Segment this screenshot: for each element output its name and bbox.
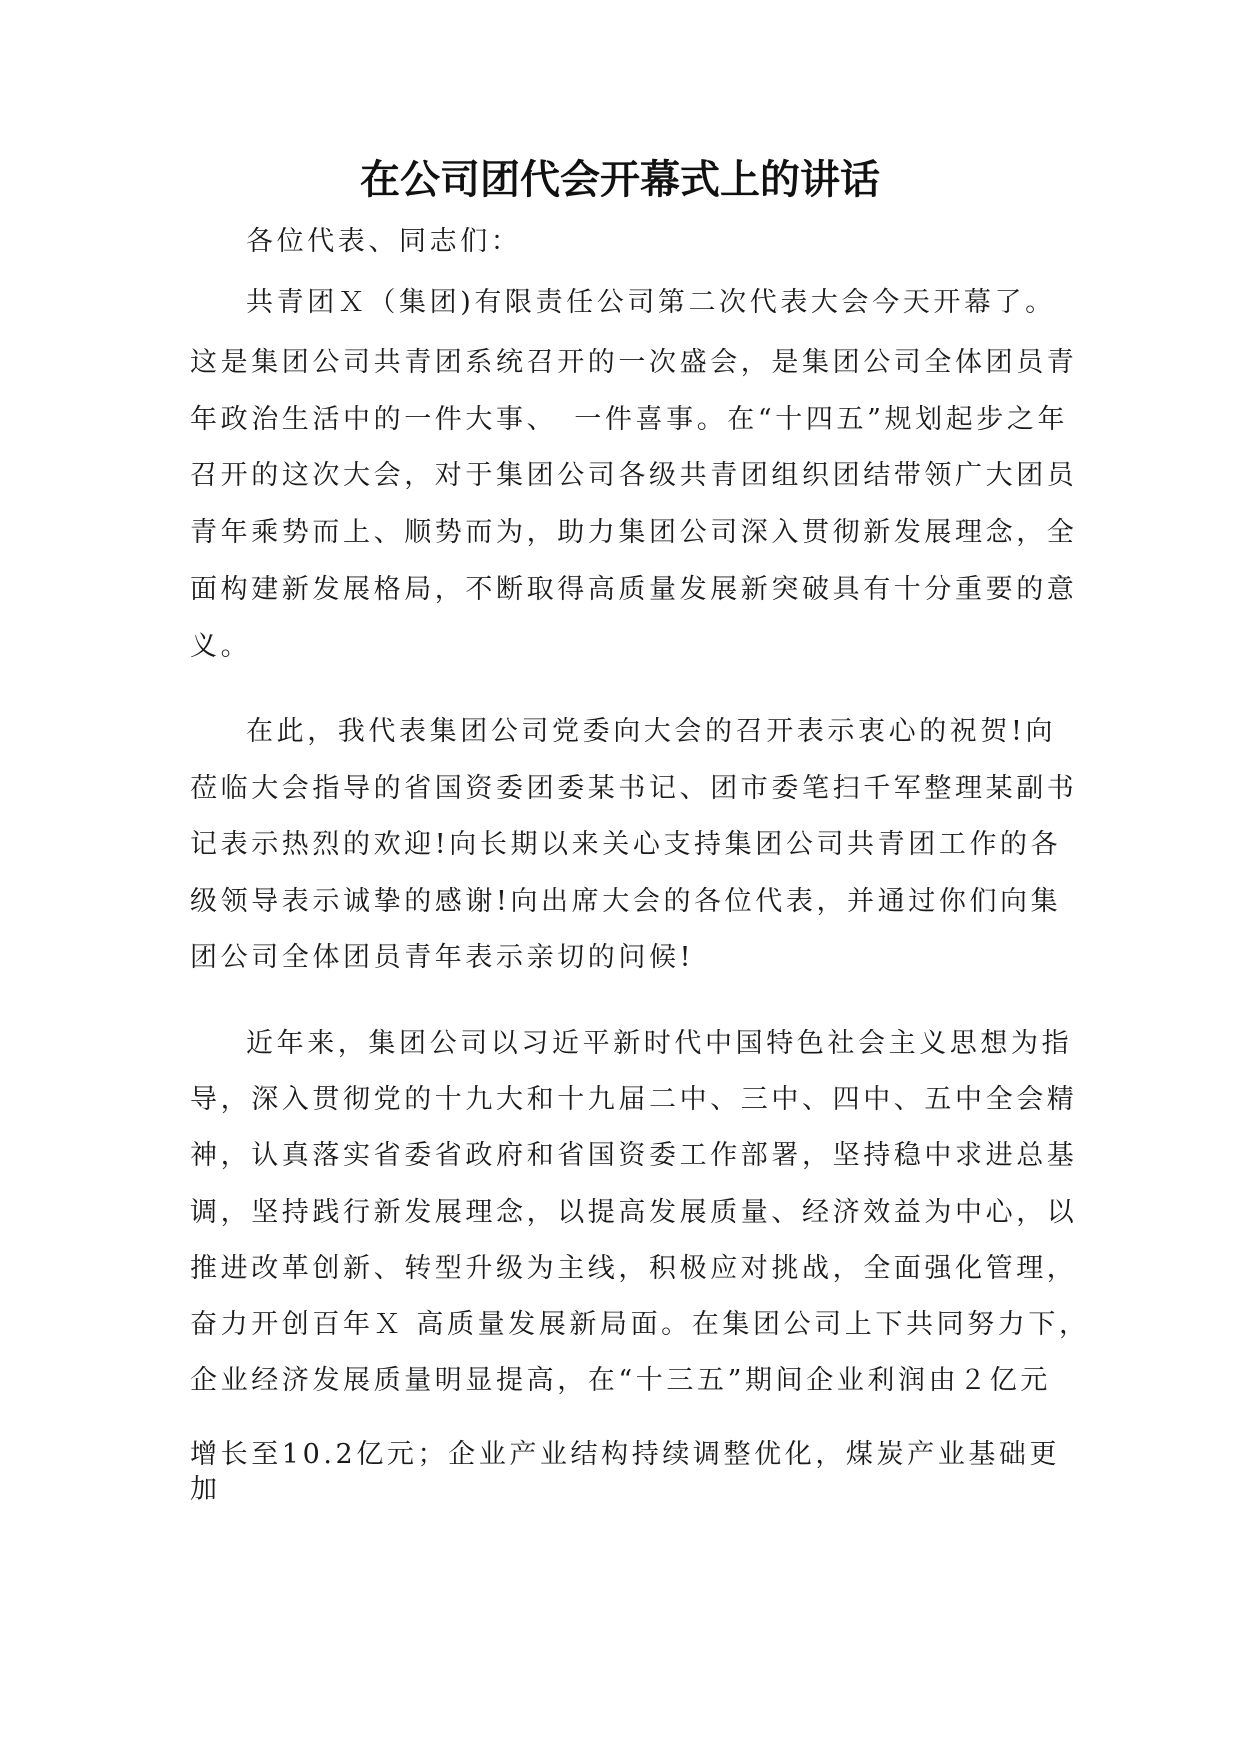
document-title: 在公司团代会开幕式上的讲话 [360,157,880,203]
paragraph-line: 神，认真落实省委省政府和省国资委工作部署，坚持稳中求进总基 [190,1140,1078,1171]
paragraph-line: 记表示热烈的欢迎!向长期以来关心支持集团公司共青团工作的各 [190,829,1062,860]
paragraph-line: 导，深入贯彻党的十九大和十九届二中、三中、四中、五中全会精 [190,1084,1078,1115]
paragraph-line: 召开的这次大会，对于集团公司各级共青团组织团结带领广大团员 [190,460,1078,491]
paragraph-line: 近年来，集团公司以习近平新时代中国特色社会主义思想为指 [246,1028,1073,1059]
paragraph-line: 共青团Ｘ（集团)有限责任公司第二次代表大会今天开幕了。 [246,287,1056,318]
paragraph-line: 加 [190,1474,221,1505]
paragraph-line: 莅临大会指导的省国资委团委某书记、团市委笔扫千军整理某副书 [190,773,1078,804]
paragraph-line: 奋力开创百年Ｘ 高质量发展新局面。在集团公司上下共同努力下， [190,1309,1090,1340]
paragraph-line: 这是集团公司共青团系统召开的一次盛会，是集团公司全体团员青 [190,347,1078,378]
paragraph-line: 推进改革创新、转型升级为主线，积极应对挑战，全面强化管理， [190,1253,1078,1284]
paragraph-line: 年政治生活中的一件大事、 一件喜事。在“十四五”规划起步之年 [190,404,1069,435]
paragraph-line: 在此，我代表集团公司党委向大会的召开表示衷心的祝贺!向 [246,716,1057,747]
paragraph-line: 青年乘势而上、顺势而为，助力集团公司深入贯彻新发展理念，全 [190,517,1078,548]
paragraph-line: 企业经济发展质量明显提高，在“十三五”期间企业利润由２亿元 [190,1365,1052,1396]
paragraph-line: 义。 [190,631,252,662]
paragraph-line: 调，坚持践行新发展理念，以提高发展质量、经济效益为中心，以 [190,1197,1078,1228]
paragraph-line: 面构建新发展格局，不断取得高质量发展新突破具有十分重要的意 [190,574,1078,605]
paragraph-line: 增长至10.2亿元；企业产业结构持续调整优化，煤炭产业基础更 [190,1439,1061,1470]
paragraph-line: 团公司全体团员青年表示亲切的问候! [190,942,695,973]
paragraph-line: 级领导表示诚挚的感谢!向出席大会的各位代表，并通过你们向集 [190,886,1062,917]
salutation-line: 各位代表、同志们： [246,226,522,257]
